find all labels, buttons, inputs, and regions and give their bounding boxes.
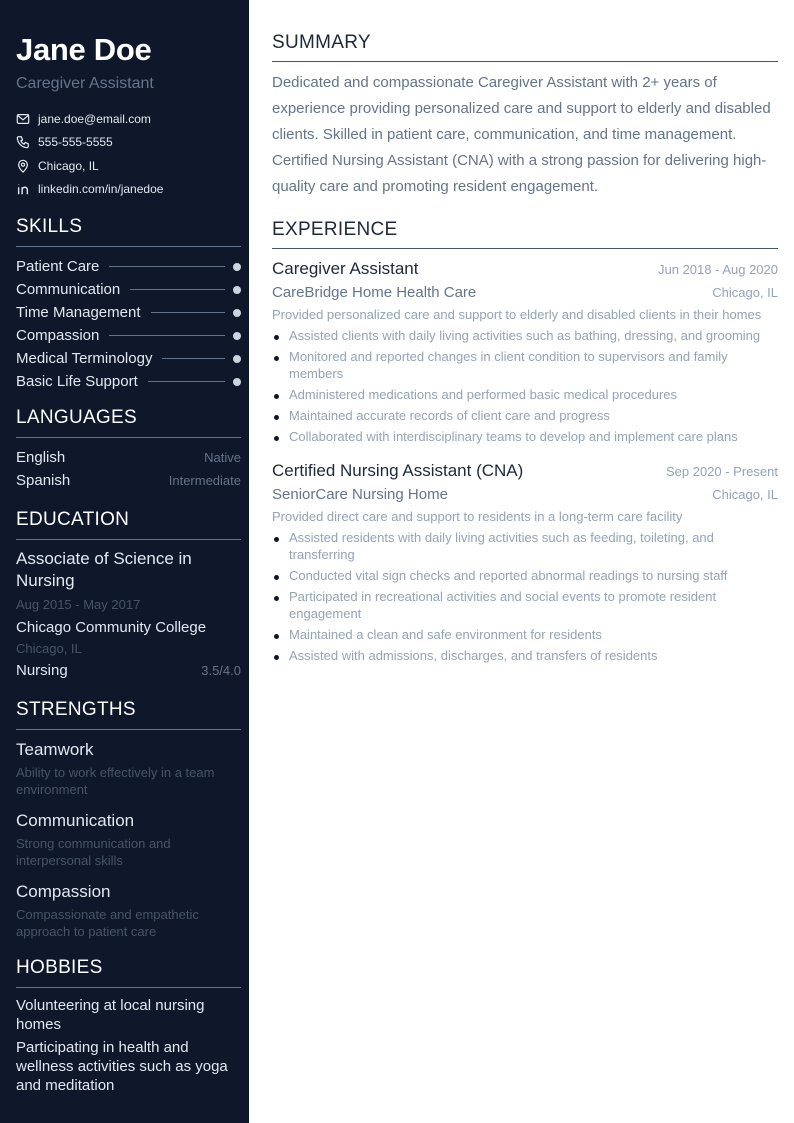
hobbies-heading: HOBBIES — [16, 955, 241, 988]
job-bullet: Monitored and reported changes in client condition to supervisors and family members — [272, 348, 778, 382]
contact-linkedin[interactable] — [16, 178, 241, 202]
strength-desc: Compassionate and empathetic approach to patient care — [16, 907, 199, 939]
education-heading: EDUCATION — [16, 507, 241, 540]
linkedin-icon — [16, 182, 30, 196]
languages-heading: LANGUAGES — [16, 405, 241, 438]
skill-item — [16, 370, 241, 393]
skill-item — [16, 255, 241, 278]
job-bullet-list — [272, 529, 778, 664]
languages-section — [16, 405, 241, 492]
strength-title: Communication — [16, 811, 135, 830]
strength-item — [16, 809, 241, 869]
job-header — [272, 257, 778, 281]
hobby-item: Participating in health and wellness activities such as yoga and meditation — [16, 1039, 228, 1094]
language-level: Intermediate — [168, 473, 241, 488]
summary-text: Dedicated and compassionate Caregiver Assistant with 2+ years of experience providing personalized care and support to elderly and disabled clients. Skilled in patient care, communication, and time management. Certified Nursing Assistant (CNA) with a strong passion for delivering high-quality care and promoting resident engagement. — [272, 74, 771, 195]
skill-label: Time Management — [16, 304, 141, 321]
job-company: CareBridge Home Health Care — [272, 284, 477, 301]
language-level: Native — [204, 450, 241, 465]
strength-title: Teamwork — [16, 740, 94, 759]
skill-divider — [109, 335, 225, 336]
strength-desc: Ability to work effectively in a team environment — [16, 765, 215, 797]
job-entry — [272, 257, 778, 445]
skill-label: Basic Life Support — [16, 373, 138, 390]
job-description: Provided direct care and support to residents in a long-term care facility — [272, 509, 683, 524]
summary-heading: SUMMARY — [272, 30, 778, 62]
contact-linkedin-text: linkedin.com/in/janedoe — [38, 182, 164, 197]
location-pin-icon — [16, 159, 30, 173]
job-description: Provided personalized care and support to elderly and disabled clients in their homes — [272, 307, 762, 322]
job-bullet: Assisted clients with daily living activities such as bathing, dressing, and grooming — [272, 327, 778, 344]
job-entry — [272, 459, 778, 664]
sidebar — [0, 0, 249, 1123]
skill-dot — [233, 263, 241, 271]
contact-phone-text: 555-555-5555 — [38, 135, 113, 150]
job-dates: Sep 2020 - Present — [665, 464, 778, 479]
education-field-row — [16, 662, 241, 679]
contact-email[interactable] — [16, 107, 241, 131]
contact-location — [16, 154, 241, 178]
job-bullet: Assisted with admissions, discharges, and transfers of residents — [272, 647, 778, 664]
skill-item — [16, 301, 241, 324]
strength-item — [16, 738, 241, 798]
job-header — [272, 459, 778, 483]
experience-section — [272, 217, 778, 664]
mail-icon — [16, 112, 30, 126]
job-subheader — [272, 281, 778, 305]
job-bullet: Conducted vital sign checks and reported abnormal readings to nursing staff — [272, 567, 778, 584]
job-bullet: Maintained a clean and safe environment for residents — [272, 626, 778, 643]
candidate-name: Jane Doe — [16, 32, 152, 67]
education-gpa: 3.5/4.0 — [201, 663, 241, 678]
skill-divider — [162, 358, 225, 359]
skill-label: Medical Terminology — [16, 350, 153, 367]
language-name: English — [16, 449, 66, 466]
experience-heading: EXPERIENCE — [272, 217, 778, 249]
main-content — [272, 30, 778, 668]
contact-location-text: Chicago, IL — [38, 158, 99, 173]
skill-divider — [151, 312, 226, 313]
skill-dot — [233, 355, 241, 363]
job-subheader — [272, 483, 778, 507]
hobby-item: Volunteering at local nursing homes — [16, 997, 205, 1033]
skill-label: Patient Care — [16, 258, 100, 275]
contact-phone[interactable] — [16, 131, 241, 155]
job-company: SeniorCare Nursing Home — [272, 486, 448, 503]
skill-item — [16, 347, 241, 370]
job-location: Chicago, IL — [712, 487, 778, 502]
job-dates: Jun 2018 - Aug 2020 — [658, 262, 778, 277]
job-bullet: Collaborated with interdisciplinary teams to develop and implement care plans — [272, 428, 778, 445]
job-bullet: Administered medications and performed basic medical procedures — [272, 386, 778, 403]
skills-section — [16, 214, 241, 393]
summary-section — [272, 30, 778, 200]
skill-dot — [233, 309, 241, 317]
job-bullet: Assisted residents with daily living activities such as feeding, toileting, and transferring — [272, 529, 778, 563]
strength-item — [16, 880, 241, 940]
contact-list — [16, 107, 241, 201]
job-title: Caregiver Assistant — [272, 259, 419, 278]
skill-label: Communication — [16, 281, 121, 298]
language-item — [16, 469, 241, 492]
education-degree: Associate of Science in Nursing — [16, 549, 192, 590]
job-bullet: Maintained accurate records of client care and progress — [272, 407, 778, 424]
job-bullet-list — [272, 327, 778, 445]
language-name: Spanish — [16, 472, 71, 489]
hobbies-section — [16, 955, 241, 1095]
job-location: Chicago, IL — [712, 285, 778, 300]
education-school: Chicago Community College — [16, 619, 207, 636]
education-field: Nursing — [16, 662, 68, 679]
skill-divider — [109, 266, 225, 267]
contact-email-text: jane.doe@email.com — [38, 111, 151, 126]
strength-desc: Strong communication and interpersonal skills — [16, 836, 171, 868]
skill-item — [16, 324, 241, 347]
skill-label: Compassion — [16, 327, 100, 344]
skill-divider — [148, 381, 225, 382]
candidate-role: Caregiver Assistant — [16, 75, 154, 92]
skill-divider — [130, 289, 225, 290]
skill-dot — [233, 378, 241, 386]
education-dates: Aug 2015 - May 2017 — [16, 597, 141, 612]
skill-item — [16, 278, 241, 301]
education-section — [16, 507, 241, 679]
language-item — [16, 446, 241, 469]
phone-icon — [16, 135, 30, 149]
job-bullet: Participated in recreational activities and social events to promote resident engagement — [272, 588, 778, 622]
skills-heading: SKILLS — [16, 214, 241, 247]
skill-dot — [233, 286, 241, 294]
job-title: Certified Nursing Assistant (CNA) — [272, 461, 524, 480]
skill-dot — [233, 332, 241, 340]
strengths-heading: STRENGTHS — [16, 697, 241, 730]
strengths-section — [16, 697, 241, 940]
strength-title: Compassion — [16, 882, 111, 901]
education-location: Chicago, IL — [16, 641, 82, 656]
